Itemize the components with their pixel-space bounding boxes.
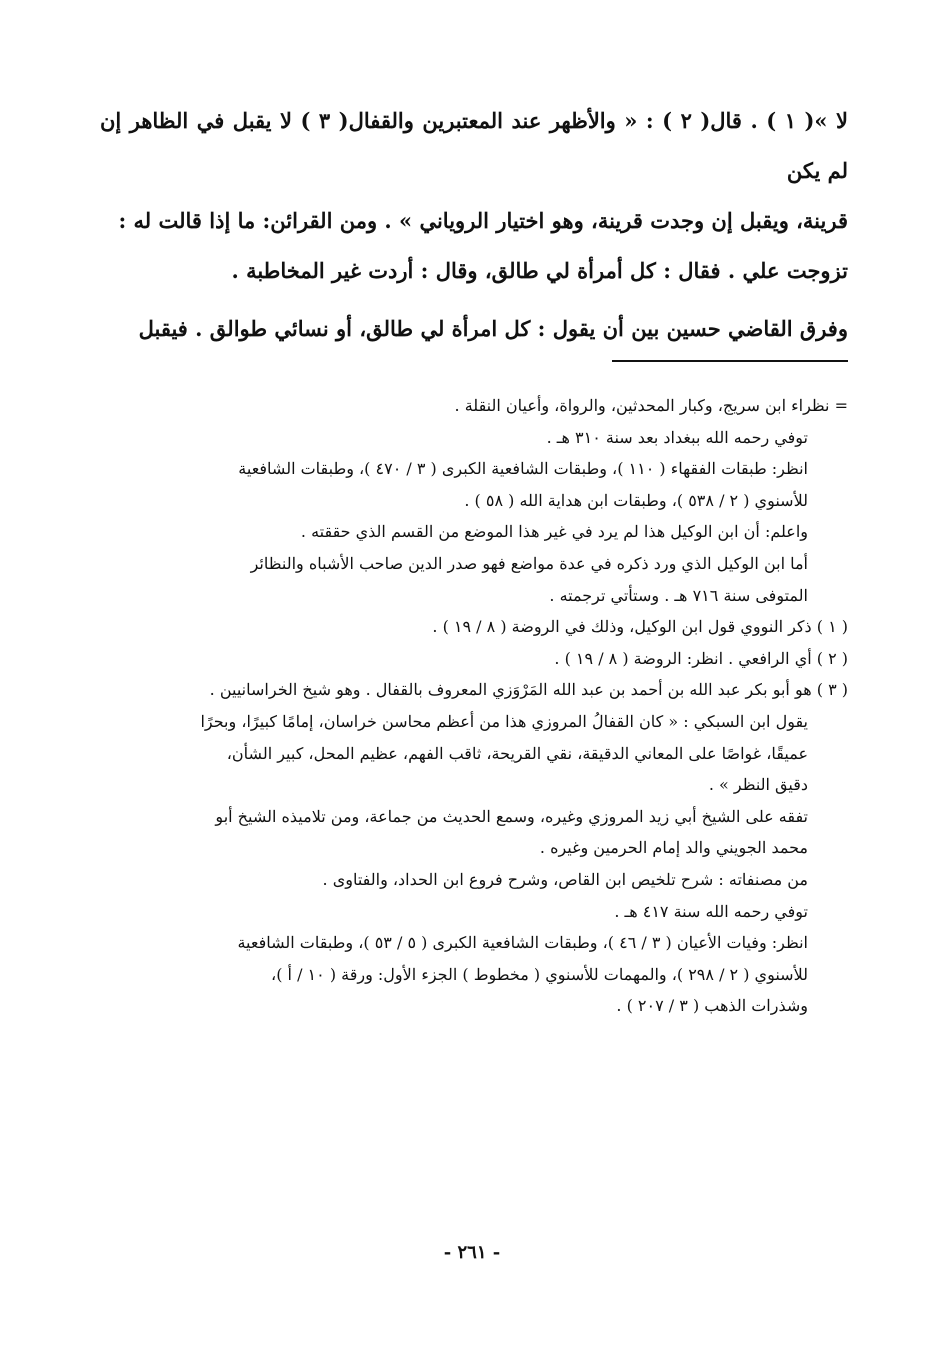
footnote-3: ( ٣ ) هو أبو بكر عبد الله بن أحمد بن عبد الله المَرْوَزي المعروف بالقفال . وهو شيخ الخراسانيين . — [209, 680, 848, 700]
page-number: - ٢٦١ - — [443, 1242, 501, 1263]
footnote-line: المتوفى سنة ٧١٦ هـ . وستأتي ترجمته . — [549, 585, 808, 605]
footnote-line: للأسنوي ( ٢ / ٢٩٨ )، والمهمات للأسنوي ( مخطوط ) الجزء الأول: ورقة ( ١٠ / أ )، — [271, 964, 808, 984]
footnote-line: انظر: طبقات الفقهاء ( ١١٠ )، وطبقات الشافعية الكبرى ( ٣ / ٤٧٠ )، وطبقات الشافعية — [238, 459, 808, 479]
footnote-line: محمد الجويني والد إمام الحرمين وغيره . — [539, 838, 808, 858]
footnote-line: انظر: وفيات الأعيان ( ٣ / ٤٦ )، وطبقات الشافعية الكبرى ( ٥ / ٥٣ )، وطبقات الشافعية — [237, 933, 808, 953]
main-line: قرينة، ويقبل إن وجدت قرينة، وهو اختيار الروياني » . ومن القرائن: ما إذا قالت له : — [118, 208, 848, 233]
main-line: وفرق القاضي حسين بين أن يقول : كل امرأة لي طالق، أو نسائي طوالق . فيقبل — [138, 316, 848, 341]
footnote-2: ( ٢ ) أي الرافعي . انظر: الروضة ( ٨ / ١٩ ) . — [554, 648, 848, 668]
footnote-line: تفقه على الشيخ أبي زيد المروزي وغيره، وسمع الحديث من جماعة، ومن تلاميذه الشيخ أبو — [215, 806, 808, 826]
footnotes — [100, 390, 848, 1022]
main-text — [100, 96, 848, 354]
footnote-line: = نظراء ابن سريج، وكبار المحدثين، والرواة، وأعيان النقلة . — [454, 396, 848, 415]
main-line: تزوجت علي . فقال : كل أمرأة لي طالق، وقال : أردت غير المخاطبة . — [231, 258, 848, 283]
footnote-line: أما ابن الوكيل الذي ورد ذكره في عدة مواضع فهو صدر الدين صاحب الأشباه والنظائر — [250, 553, 808, 573]
footnote-1: ( ١ ) ذكر النووي قول ابن الوكيل، وذلك في الروضة ( ٨ / ١٩ ) . — [432, 617, 848, 637]
footnote-separator — [612, 360, 848, 362]
footnote-line: دقيق النظر » . — [708, 775, 808, 795]
footnote-line: عميقًا، غواصًا على المعاني الدقيقة، نقي القريحة، ثاقب الفهم، عظيم المحل، كبير الشأن، — [226, 743, 808, 763]
footnote-line: للأسنوي ( ٢ / ٥٣٨ )، وطبقات ابن هداية الله ( ٥٨ ) . — [464, 490, 808, 510]
footnote-line: يقول ابن السبكي : « كان القفالُ المروزي هذا من أعظم محاسن خراسان، إمامًا كبيرًا، وبحرًا — [200, 711, 808, 731]
footnote-line: واعلم: أن ابن الوكيل هذا لم يرد في غير هذا الموضع من القسم الذي حققته . — [300, 522, 808, 542]
footnote-line: توفي رحمه الله ببغداد بعد سنة ٣١٠ هـ . — [546, 427, 808, 447]
footnote-line: توفي رحمه الله سنة ٤١٧ هـ . — [614, 901, 808, 921]
footnote-line: من مصنفاته : شرح تلخيص ابن القاص، وشرح فروع ابن الحداد، والفتاوى . — [322, 869, 808, 889]
main-line: لا »( ١ ) . قال( ٢ ) : « والأظهر عند المعتبرين والقفال( ٣ ) لا يقبل في الظاهر إن لم يكن — [100, 108, 849, 183]
footnote-line: وشذرات الذهب ( ٣ / ٢٠٧ ) . — [616, 996, 808, 1016]
